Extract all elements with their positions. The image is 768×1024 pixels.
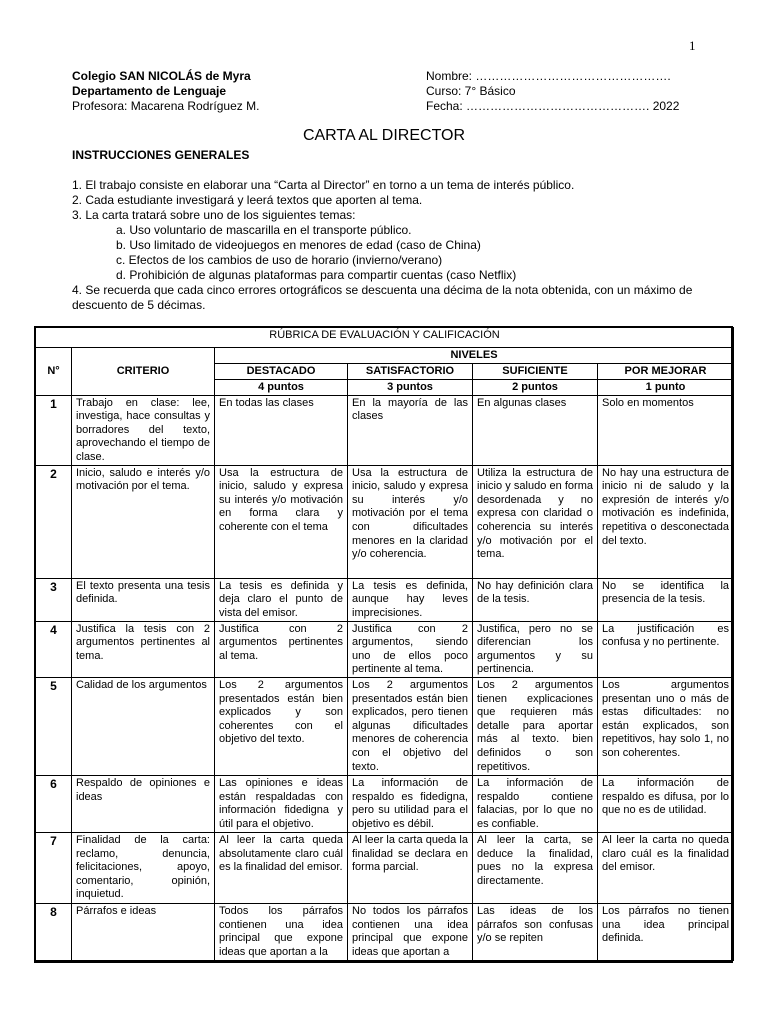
rubric-caption: RÚBRICA DE EVALUACIÓN Y CALIFICACIÓN: [36, 328, 734, 348]
instruction-item: 4. Se recuerda que cada cinco errores ortográficos se descuenta una décima de la nota obtenida, con un máximo de descuento de 5 décimas.: [72, 283, 693, 312]
header-left: [72, 69, 259, 114]
level-cell: Los 2 argumentos presentados están bien explicados y son coherentes con el objetivo del texto.: [215, 677, 348, 775]
instruction-item: 2. Cada estudiante investigará y leerá textos que aporten al tema.: [72, 193, 423, 207]
level-satisfactorio-name: SATISFACTORIO: [348, 364, 473, 380]
level-cell: En algunas clases: [473, 395, 598, 465]
course-label: Curso: 7° Básico: [426, 84, 516, 98]
row-number: 3: [36, 578, 72, 621]
level-cell: Justifica, pero no se diferencian los argumentos y su pertinencia.: [473, 621, 598, 677]
criterion-cell: Inicio, saludo e interés y/o motivación por el tema.: [72, 465, 215, 578]
row-number: 6: [36, 775, 72, 832]
table-row: [36, 677, 734, 775]
level-cell: Las opiniones e ideas están respaldadas con información fidedigna y útil para el objetivo.: [215, 775, 348, 832]
criterion-cell: Párrafos e ideas: [72, 903, 215, 960]
topic-item: b. Uso limitado de videojuegos en menores de edad (caso de China): [116, 238, 481, 252]
criterion-cell: Calidad de los argumentos: [72, 677, 215, 775]
level-cell: No hay definición clara de la tesis.: [473, 578, 598, 621]
col-number-header: N°: [36, 348, 72, 396]
level-cell: La tesis es definida, aunque hay leves imprecisiones.: [348, 578, 473, 621]
page-number: 1: [689, 38, 696, 53]
table-row: [36, 395, 734, 465]
level-cell: No se identifica la presencia de la tesis.: [598, 578, 734, 621]
level-destacado-points: 4 puntos: [215, 379, 348, 395]
table-row: [36, 578, 734, 621]
topic-item: a. Uso voluntario de mascarilla en el transporte público.: [116, 223, 412, 237]
row-number: 5: [36, 677, 72, 775]
level-cell: Justifica con 2 argumentos pertinentes al tema.: [215, 621, 348, 677]
row-number: 4: [36, 621, 72, 677]
school-name: Colegio SAN NICOLÁS de Myra: [72, 69, 251, 83]
student-name-field: Nombre: ………………………………………….: [426, 69, 671, 83]
table-row: [36, 832, 734, 903]
instructions-list: [72, 178, 700, 313]
rubric-table: [35, 327, 734, 961]
row-number: 1: [36, 395, 72, 465]
criterion-cell: Justifica la tesis con 2 argumentos pertinentes al tema.: [72, 621, 215, 677]
level-cell: Las ideas de los párrafos son confusas y/o se repiten: [473, 903, 598, 960]
table-row: [36, 621, 734, 677]
table-row: [36, 775, 734, 832]
table-row: [36, 903, 734, 960]
level-por-mejorar-points: 1 punto: [598, 379, 734, 395]
level-cell: Al leer la carta queda absolutamente claro cuál es la finalidad del emisor.: [215, 832, 348, 903]
instructions-heading: INSTRUCCIONES GENERALES: [72, 148, 250, 162]
level-cell: Justifica con 2 argumentos, siendo uno de ellos poco pertinente al tema.: [348, 621, 473, 677]
teacher-name: Profesora: Macarena Rodríguez M.: [72, 99, 260, 113]
level-cell: No hay una estructura de inicio ni de saludo y la expresión de interés y/o motivación es indefinida, repetitiva o desconectada del texto.: [598, 465, 734, 578]
table-row: [36, 465, 734, 578]
header-right: [426, 69, 679, 114]
level-cell: Solo en momentos: [598, 395, 734, 465]
level-suficiente-name: SUFICIENTE: [473, 364, 598, 380]
level-cell: Al leer la carta no queda claro cuál es la finalidad del emisor.: [598, 832, 734, 903]
date-field: Fecha: ………………………………………. 2022: [426, 99, 680, 113]
level-cell: Los 2 argumentos tienen explicaciones que requieren más detalle para aportar más al texto. bien definidos o son repetitivos.: [473, 677, 598, 775]
col-criteria-header: CRITERIO: [72, 348, 215, 396]
level-cell: Todos los párrafos contienen una idea principal que expone ideas que aportan a la: [215, 903, 348, 960]
level-cell: La justificación es confusa y no pertinente.: [598, 621, 734, 677]
instruction-item: 1. El trabajo consiste en elaborar una “Carta al Director” en torno a un tema de interés público.: [72, 178, 575, 192]
level-cell: Utiliza la estructura de inicio y saludo en forma desordenada y no expresa con claridad o coherencia su interés y/o motivación por el tema.: [473, 465, 598, 578]
level-cell: Los párrafos no tienen una idea principal definida.: [598, 903, 734, 960]
level-cell: La información de respaldo contiene falacias, por lo que no es confiable.: [473, 775, 598, 832]
topic-item: c. Efectos de los cambios de uso de horario (invierno/verano): [116, 253, 443, 267]
criterion-cell: Respaldo de opiniones e ideas: [72, 775, 215, 832]
level-destacado-name: DESTACADO: [215, 364, 348, 380]
level-cell: No todos los párrafos contienen una idea principal que expone ideas que aportan a: [348, 903, 473, 960]
level-cell: Los 2 argumentos presentados están bien explicados, pero tienen algunas dificultades menores de coherencia con el objetivo del texto.: [348, 677, 473, 775]
level-satisfactorio-points: 3 puntos: [348, 379, 473, 395]
level-por-mejorar-name: POR MEJORAR: [598, 364, 734, 380]
levels-header: NIVELES: [215, 348, 734, 364]
criterion-cell: El texto presenta una tesis definida.: [72, 578, 215, 621]
row-number: 8: [36, 903, 72, 960]
row-number: 2: [36, 465, 72, 578]
instruction-item: 3. La carta tratará sobre uno de los siguientes temas:: [72, 208, 356, 222]
criterion-cell: Trabajo en clase: lee, investiga, hace consultas y borradores del texto, aprovechando el tiempo de clase.: [72, 395, 215, 465]
level-cell: La tesis es definida y deja claro el punto de vista del emisor.: [215, 578, 348, 621]
topic-item: d. Prohibición de algunas plataformas para compartir cuentas (caso Netflix): [116, 268, 517, 282]
level-cell: En todas las clases: [215, 395, 348, 465]
page-title: CARTA AL DIRECTOR: [302, 127, 466, 144]
level-cell: En la mayoría de las clases: [348, 395, 473, 465]
level-cell: Al leer la carta queda la finalidad se declara en forma parcial.: [348, 832, 473, 903]
level-cell: La información de respaldo es difusa, por lo que no es de utilidad.: [598, 775, 734, 832]
row-number: 7: [36, 832, 72, 903]
level-suficiente-points: 2 puntos: [473, 379, 598, 395]
level-cell: Usa la estructura de inicio, saludo y expresa su interés y/o motivación en forma clara y coherente con el tema: [215, 465, 348, 578]
criterion-cell: Finalidad de la carta: reclamo, denuncia, felicitaciones, apoyo, comentario, opinión, inquietud.: [72, 832, 215, 903]
level-cell: La información de respaldo es fidedigna, pero su utilidad para el objetivo es débil.: [348, 775, 473, 832]
department-name: Departamento de Lenguaje: [72, 84, 227, 98]
level-cell: Usa la estructura de inicio, saludo y expresa su interés y/o motivación por el tema con dificultades menores en la claridad y/o coherencia.: [348, 465, 473, 578]
level-cell: Los argumentos presentan uno o más de estas dificultades: no están explicados, son repetitivos, hay solo 1, no son coherentes.: [598, 677, 734, 775]
level-cell: Al leer la carta, se deduce la finalidad, pues no la expresa directamente.: [473, 832, 598, 903]
